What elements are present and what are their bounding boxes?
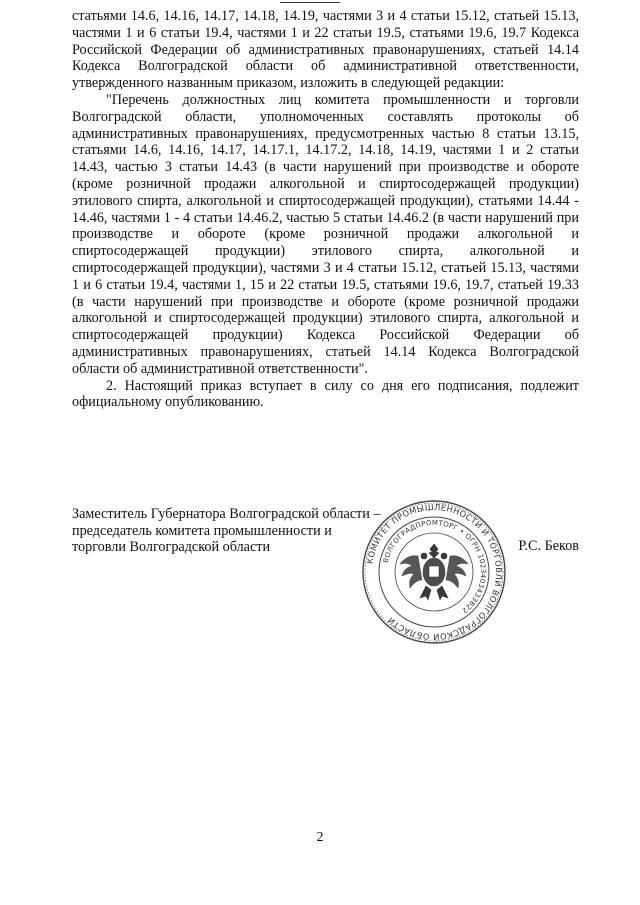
signatory-title-line: председатель комитета промышленности и	[72, 522, 332, 539]
signatory-title-line: торговли Волгоградской области	[72, 539, 271, 555]
top-rule	[280, 2, 340, 3]
paragraph-entry-into-force: 2. Настоящий приказ вступает в силу со дня его подписания, подлежит официальному опубликованию.	[72, 377, 579, 411]
page-number: 2	[316, 830, 324, 845]
official-seal	[360, 498, 508, 646]
coat-of-arms-emblem	[400, 544, 468, 600]
signatory-title-line: Заместитель Губернатора Волгоградской области –	[72, 506, 381, 522]
paragraph-list-of-officials: "Перечень должностных лиц комитета промышленности и торговли Волгоградской области, уполномоченных составлять протоколы об административных правонарушениях, предусмотренных частью 8 статьи 13.15, статьями 14.6, 14.16, 14.17, 14.17.1, 14.17.2, 14.18, 14.19, частями 1 и 2 статьи 14.43, частью 3 статьи 14.43 (в части нарушений при производстве и обороте (кроме розничной продажи алкогольной и спиртосодержащей продукции) этилового спирта, алкогольной и спиртосодержащей продукции), статьями 14.44 - 14.46, частями 1 - 4 статьи 14.46.2, частью 5 статьи 14.46.2 (в части нарушений при производстве и обороте (кроме розничной продажи алкогольной и спиртосодержащей продукции) этилового спирта, алкогольной и спиртосодержащей продукции), частями 3 и 4 статьи 15.12, статьей 15.13, частями 1 и 6 статьи 19.4, частями 1, 15 и 22 статьи 19.5, статьями 19.6, 19.7, статьей 19.33 (в части нарушений при производстве и обороте (кроме розничной продажи алкогольной и спиртосодержащей продукции) этилового спирта, алкогольной и спиртосодержащей продукции) Кодекса Российской Федерации об административных правонарушениях, статьей 14.14 Кодекса Волгоградской области об административной ответственности".	[72, 91, 579, 377]
seal-inner-text: ВОЛГОГРАДПРОМТОРГ • ОГРН 1023403433822	[381, 518, 488, 615]
signatory-name: Р.С. Беков	[518, 538, 579, 554]
document-body	[72, 8, 579, 411]
seal-outer-text: КОМИТЕТ ПРОМЫШЛЕННОСТИ И ТОРГОВЛИ ВОЛГОГРАДСКОЙ ОБЛАСТИ	[364, 501, 505, 643]
paragraph-continuation: статьями 14.6, 14.16, 14.17, 14.18, 14.19, частями 3 и 4 статьи 15.12, статьей 15.13, частями 1 и 6 статьи 19.4, частями 1 и 22 статьи 19.5, статьями 19.6, 19.7 Кодекса Российской Федерации об административных правонарушениях, статьей 14.14 Кодекса Волгоградской области об административной ответственности, утвержденного названным приказом, изложить в следующей редакции:	[72, 8, 579, 92]
seal-graphic	[360, 498, 508, 646]
